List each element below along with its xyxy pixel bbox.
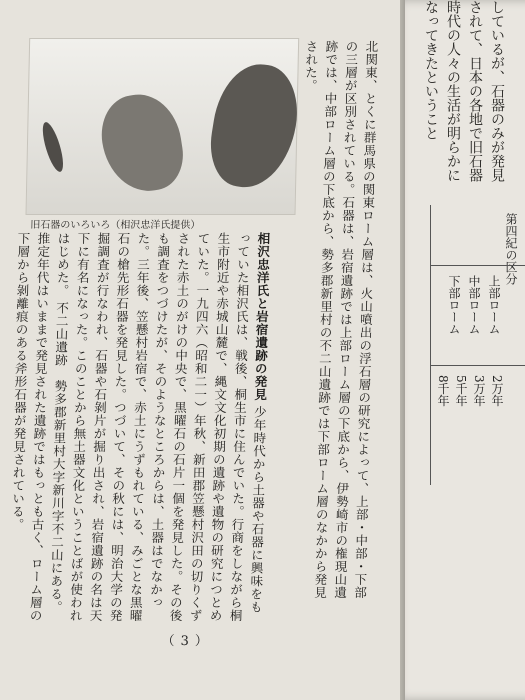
table-divider	[431, 365, 525, 366]
section-body	[5, 232, 273, 622]
table-year: 8千年	[436, 375, 450, 407]
section-paragraph: 少年時代から土器や石器に興味をもっていた相沢氏は、戦後、桐生市に住んでいた。行商をしながら桐生市附近や赤城山麓で、縄文文化初期の遺跡や遺物の研究につとめていた。一九四六（昭和二一）年秋、新田郡笠懸村沢田の切りくずされた赤土のがけの中央で、黒曜石の石片一個を発見した。その後も調査をつづけたが、そのようなところからは、土器はでなかった。三年後、笠懸村岩宿で、赤土にうずもれている、みごとな黒曜石の槍先形石器を発見した。つづいて、その秋には、明治大学の発掘調査が行なわれ、石器や石剝片が掘り出され、岩宿遺跡の名は天下に有名になった。このことから無土器文化ということばが使われはじめた。	[54, 232, 268, 622]
artifact-photo	[25, 38, 299, 215]
photo-caption: 旧石器のいろいろ（相沢忠洋氏提供）	[30, 220, 201, 231]
stone-tool-medium-image	[96, 88, 188, 198]
table-year: 3万年	[472, 375, 486, 407]
table-row-label: 中部ローム	[467, 275, 481, 335]
stone-tool-small-image	[39, 120, 67, 174]
page-number: （3）	[161, 634, 215, 649]
table-divider	[431, 265, 525, 266]
stone-tool-large-image	[204, 59, 305, 193]
table-year: 5千年	[454, 375, 468, 407]
section-paragraph-2: 不二山遺跡 勢多郡新里村大字新川字不二山にある。推定年代はいままで発見された遺跡ではもっとも古く、ローム層の下層から剝離痕のある斧形石器が発見されている。	[9, 232, 70, 622]
table-row-label: 上部ローム	[487, 275, 501, 335]
table-row-label: 下部ローム	[447, 275, 461, 335]
chronology-table	[430, 205, 525, 485]
table-header: 第四紀の区分	[504, 213, 518, 285]
right-page-text: しているが、石器のみが発見されて、日本の各地で旧石器時代の人々の生活が明らかになってきたということ	[423, 0, 505, 182]
table-year: 2万年	[490, 375, 504, 407]
section-heading: 相沢忠洋氏と岩宿遺跡の発見	[252, 232, 272, 401]
main-paragraph: 北関東、とくに群馬県の関東ローム層は、火山噴出の浮石層の研究によって、上部・中部・下部の三層が区別されている。石器は、岩宿遺跡では上部ローム層の下底から、伊勢崎市の権現山遺跡では、中部ローム層の下底から、勢多郡新里村の不二山遺跡では下部ローム層のなかから発見された。	[303, 40, 380, 599]
